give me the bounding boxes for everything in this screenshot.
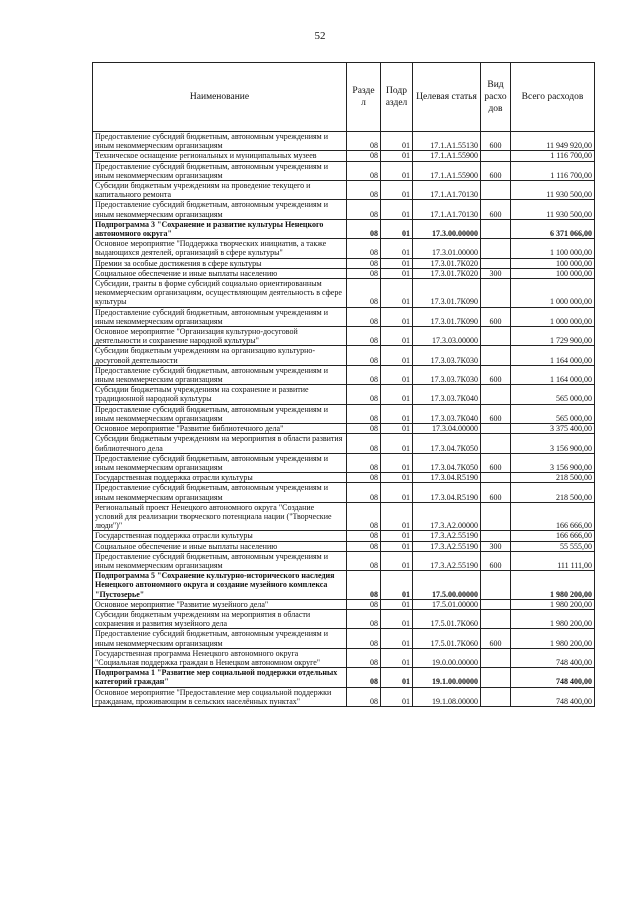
row-target-article: 17.1.A1.55130 bbox=[413, 132, 481, 151]
row-podrazdel: 01 bbox=[381, 307, 413, 326]
row-name: Субсидии бюджетным учреждениям на мероприятия в области сохранения и развития музейного дела bbox=[93, 609, 347, 628]
row-name: Предоставление субсидий бюджетным, автономным учреждениям и иным некоммерческим организациям bbox=[93, 404, 347, 423]
table-row bbox=[93, 483, 595, 502]
row-podrazdel: 01 bbox=[381, 551, 413, 570]
row-expense-type bbox=[481, 609, 511, 628]
row-razdel: 08 bbox=[347, 541, 381, 551]
row-target-article: 17.3.A2.00000 bbox=[413, 502, 481, 531]
row-razdel: 08 bbox=[347, 200, 381, 219]
row-expense-type: 600 bbox=[481, 483, 511, 502]
table-row bbox=[93, 239, 595, 258]
row-podrazdel: 01 bbox=[381, 327, 413, 346]
row-name: Субсидии бюджетным учреждениям на мероприятия в области развития библиотечного дела bbox=[93, 434, 347, 453]
table-row bbox=[93, 385, 595, 404]
row-target-article: 17.3.01.7К020 bbox=[413, 258, 481, 268]
table-row bbox=[93, 132, 595, 151]
row-podrazdel: 01 bbox=[381, 502, 413, 531]
row-expense-type bbox=[481, 151, 511, 161]
row-razdel: 08 bbox=[347, 327, 381, 346]
row-total: 1 000 000,00 bbox=[511, 307, 595, 326]
row-name: Подпрограмма 5 "Сохранение культурно-исторического наследия Ненецкого автономного округа и создание музейного комплекса "Пустозерье" bbox=[93, 571, 347, 600]
table-row bbox=[93, 453, 595, 472]
row-expense-type bbox=[481, 687, 511, 706]
row-total: 748 400,00 bbox=[511, 648, 595, 667]
row-name: Основное мероприятие "Поддержка творческих инициатив, а также выдающихся деятелей, организаций в сфере культуры" bbox=[93, 239, 347, 258]
row-target-article: 17.3.04.7К050 bbox=[413, 453, 481, 472]
table-row bbox=[93, 219, 595, 238]
row-name: Предоставление субсидий бюджетным, автономным учреждениям и иным некоммерческим организациям bbox=[93, 132, 347, 151]
row-name: Основное мероприятие "Предоставление мер социальной поддержки гражданам, проживающим в сельских населённых пунктах" bbox=[93, 687, 347, 706]
row-expense-type: 600 bbox=[481, 200, 511, 219]
row-name: Предоставление субсидий бюджетным, автономным учреждениям и иным некоммерческим организациям bbox=[93, 551, 347, 570]
row-total: 3 156 900,00 bbox=[511, 453, 595, 472]
row-total: 748 400,00 bbox=[511, 687, 595, 706]
row-total: 1 000 000,00 bbox=[511, 279, 595, 308]
row-podrazdel: 01 bbox=[381, 161, 413, 180]
row-name: Субсидии, гранты в форме субсидий социально ориентированным некоммерческим организациям, осуществляющим деятельность в сфере культуры bbox=[93, 279, 347, 308]
row-podrazdel: 01 bbox=[381, 346, 413, 365]
row-expense-type: 600 bbox=[481, 629, 511, 648]
row-podrazdel: 01 bbox=[381, 531, 413, 541]
row-razdel: 08 bbox=[347, 132, 381, 151]
row-total: 55 555,00 bbox=[511, 541, 595, 551]
row-podrazdel: 01 bbox=[381, 132, 413, 151]
table-row bbox=[93, 599, 595, 609]
row-name: Основное мероприятие "Организация культурно-досуговой деятельности и сохранение народной культуры" bbox=[93, 327, 347, 346]
row-name: Субсидии бюджетным учреждениям на проведение текущего и капитального ремонта bbox=[93, 181, 347, 200]
row-expense-type bbox=[481, 502, 511, 531]
row-expense-type bbox=[481, 279, 511, 308]
table-row bbox=[93, 502, 595, 531]
row-target-article: 17.3.03.7К030 bbox=[413, 346, 481, 365]
row-podrazdel: 01 bbox=[381, 200, 413, 219]
row-target-article: 17.3.04.R5190 bbox=[413, 483, 481, 502]
header-razdel: Разде л bbox=[347, 63, 381, 132]
row-expense-type bbox=[481, 219, 511, 238]
row-podrazdel: 01 bbox=[381, 181, 413, 200]
row-name: Государственная программа Ненецкого автономного округа "Социальная поддержка граждан в Ненецком автономном округе" bbox=[93, 648, 347, 667]
row-total: 1 164 000,00 bbox=[511, 346, 595, 365]
row-podrazdel: 01 bbox=[381, 687, 413, 706]
row-target-article: 17.1.A1.70130 bbox=[413, 200, 481, 219]
row-expense-type bbox=[481, 571, 511, 600]
row-target-article: 17.5.01.7К060 bbox=[413, 609, 481, 628]
row-expense-type bbox=[481, 385, 511, 404]
row-razdel: 08 bbox=[347, 502, 381, 531]
row-expense-type: 600 bbox=[481, 404, 511, 423]
row-total: 100 000,00 bbox=[511, 268, 595, 278]
row-target-article: 19.1.08.00000 bbox=[413, 687, 481, 706]
row-razdel: 08 bbox=[347, 307, 381, 326]
table-row bbox=[93, 668, 595, 687]
row-razdel: 08 bbox=[347, 151, 381, 161]
row-target-article: 17.3.A2.55190 bbox=[413, 551, 481, 570]
row-podrazdel: 01 bbox=[381, 453, 413, 472]
row-razdel: 08 bbox=[347, 599, 381, 609]
row-podrazdel: 01 bbox=[381, 648, 413, 667]
row-razdel: 08 bbox=[347, 181, 381, 200]
table-row bbox=[93, 161, 595, 180]
row-target-article: 17.1.A1.55900 bbox=[413, 161, 481, 180]
row-expense-type bbox=[481, 346, 511, 365]
row-expense-type bbox=[481, 181, 511, 200]
row-name: Предоставление субсидий бюджетным, автономным учреждениям и иным некоммерческим организациям bbox=[93, 200, 347, 219]
row-total: 3 156 900,00 bbox=[511, 434, 595, 453]
row-podrazdel: 01 bbox=[381, 365, 413, 384]
row-podrazdel: 01 bbox=[381, 239, 413, 258]
row-razdel: 08 bbox=[347, 453, 381, 472]
header-expense-type: Вид расхо дов bbox=[481, 63, 511, 132]
row-podrazdel: 01 bbox=[381, 268, 413, 278]
row-name: Подпрограмма 1 "Развитие мер социальной поддержки отдельных категорий граждан" bbox=[93, 668, 347, 687]
row-podrazdel: 01 bbox=[381, 151, 413, 161]
header-target-article: Целевая статья bbox=[413, 63, 481, 132]
table-row bbox=[93, 404, 595, 423]
table-row bbox=[93, 531, 595, 541]
row-podrazdel: 01 bbox=[381, 483, 413, 502]
row-name: Техническое оснащение региональных и муниципальных музеев bbox=[93, 151, 347, 161]
row-podrazdel: 01 bbox=[381, 629, 413, 648]
row-name: Предоставление субсидий бюджетным, автономным учреждениям и иным некоммерческим организациям bbox=[93, 307, 347, 326]
row-expense-type: 300 bbox=[481, 541, 511, 551]
row-total: 218 500,00 bbox=[511, 483, 595, 502]
row-total: 1 980 200,00 bbox=[511, 609, 595, 628]
row-razdel: 08 bbox=[347, 258, 381, 268]
row-total: 1 116 700,00 bbox=[511, 161, 595, 180]
row-target-article: 17.3.03.7К040 bbox=[413, 385, 481, 404]
row-podrazdel: 01 bbox=[381, 424, 413, 434]
table-row bbox=[93, 200, 595, 219]
table-row bbox=[93, 541, 595, 551]
row-name: Предоставление субсидий бюджетным, автономным учреждениям и иным некоммерческим организациям bbox=[93, 453, 347, 472]
row-razdel: 08 bbox=[347, 434, 381, 453]
table-row bbox=[93, 629, 595, 648]
row-total: 218 500,00 bbox=[511, 473, 595, 483]
page-number: 52 bbox=[314, 30, 326, 42]
row-total: 565 000,00 bbox=[511, 385, 595, 404]
row-expense-type bbox=[481, 434, 511, 453]
row-expense-type bbox=[481, 531, 511, 541]
budget-table bbox=[92, 62, 595, 707]
row-target-article: 17.1.A1.55900 bbox=[413, 151, 481, 161]
row-target-article: 17.5.01.7К060 bbox=[413, 629, 481, 648]
row-podrazdel: 01 bbox=[381, 434, 413, 453]
table-row bbox=[93, 307, 595, 326]
header-name: Наименование bbox=[93, 63, 347, 132]
row-total: 1 729 900,00 bbox=[511, 327, 595, 346]
row-expense-type bbox=[481, 648, 511, 667]
row-razdel: 08 bbox=[347, 531, 381, 541]
row-podrazdel: 01 bbox=[381, 571, 413, 600]
row-expense-type bbox=[481, 258, 511, 268]
row-expense-type bbox=[481, 473, 511, 483]
row-razdel: 08 bbox=[347, 404, 381, 423]
row-razdel: 08 bbox=[347, 268, 381, 278]
row-total: 1 980 200,00 bbox=[511, 571, 595, 600]
row-razdel: 08 bbox=[347, 473, 381, 483]
row-podrazdel: 01 bbox=[381, 219, 413, 238]
row-razdel: 08 bbox=[347, 424, 381, 434]
row-target-article: 17.3.01.00000 bbox=[413, 239, 481, 258]
row-razdel: 08 bbox=[347, 346, 381, 365]
row-expense-type: 600 bbox=[481, 307, 511, 326]
row-target-article: 19.1.00.00000 bbox=[413, 668, 481, 687]
row-total: 11 930 500,00 bbox=[511, 200, 595, 219]
row-total: 1 164 000,00 bbox=[511, 365, 595, 384]
row-total: 1 980 200,00 bbox=[511, 599, 595, 609]
table-row bbox=[93, 279, 595, 308]
table-row bbox=[93, 648, 595, 667]
header-podrazdel: Подр аздел bbox=[381, 63, 413, 132]
header-row bbox=[93, 63, 595, 132]
row-expense-type bbox=[481, 239, 511, 258]
row-target-article: 17.3.A2.55190 bbox=[413, 541, 481, 551]
row-podrazdel: 01 bbox=[381, 258, 413, 268]
row-name: Предоставление субсидий бюджетным, автономным учреждениям и иным некоммерческим организациям bbox=[93, 629, 347, 648]
row-razdel: 08 bbox=[347, 629, 381, 648]
row-podrazdel: 01 bbox=[381, 473, 413, 483]
table-row bbox=[93, 151, 595, 161]
row-name: Социальное обеспечение и иные выплаты населению bbox=[93, 268, 347, 278]
row-podrazdel: 01 bbox=[381, 385, 413, 404]
row-razdel: 08 bbox=[347, 219, 381, 238]
row-razdel: 08 bbox=[347, 279, 381, 308]
row-target-article: 17.3.01.7К090 bbox=[413, 279, 481, 308]
row-name: Подпрограмма 3 "Сохранение и развитие культуры Ненецкого автономного округа" bbox=[93, 219, 347, 238]
row-total: 1 980 200,00 bbox=[511, 629, 595, 648]
table-row bbox=[93, 687, 595, 706]
row-podrazdel: 01 bbox=[381, 279, 413, 308]
row-target-article: 17.3.03.7К040 bbox=[413, 404, 481, 423]
row-total: 11 949 920,00 bbox=[511, 132, 595, 151]
table-row bbox=[93, 473, 595, 483]
row-razdel: 08 bbox=[347, 385, 381, 404]
row-expense-type: 600 bbox=[481, 161, 511, 180]
row-target-article: 17.3.00.00000 bbox=[413, 219, 481, 238]
row-target-article: 17.3.04.00000 bbox=[413, 424, 481, 434]
row-target-article: 17.1.A1.70130 bbox=[413, 181, 481, 200]
table-row bbox=[93, 571, 595, 600]
table-row bbox=[93, 258, 595, 268]
row-expense-type bbox=[481, 668, 511, 687]
row-expense-type: 600 bbox=[481, 365, 511, 384]
row-name: Субсидии бюджетным учреждениям на организацию культурно-досуговой деятельности bbox=[93, 346, 347, 365]
row-razdel: 08 bbox=[347, 239, 381, 258]
table-row bbox=[93, 551, 595, 570]
header-total: Всего расходов bbox=[511, 63, 595, 132]
row-razdel: 08 bbox=[347, 609, 381, 628]
row-razdel: 08 bbox=[347, 668, 381, 687]
row-target-article: 17.3.04.7К050 bbox=[413, 434, 481, 453]
row-total: 100 000,00 bbox=[511, 258, 595, 268]
table-row bbox=[93, 346, 595, 365]
row-total: 166 666,00 bbox=[511, 531, 595, 541]
row-total: 111 111,00 bbox=[511, 551, 595, 570]
row-target-article: 17.3.03.00000 bbox=[413, 327, 481, 346]
row-expense-type bbox=[481, 327, 511, 346]
row-total: 565 000,00 bbox=[511, 404, 595, 423]
table-row bbox=[93, 434, 595, 453]
row-podrazdel: 01 bbox=[381, 541, 413, 551]
row-expense-type bbox=[481, 599, 511, 609]
table-row bbox=[93, 609, 595, 628]
row-name: Региональный проект Ненецкого автономного округа "Создание условий для реализации творческого потенциала нации ("Творческие люди")" bbox=[93, 502, 347, 531]
row-razdel: 08 bbox=[347, 551, 381, 570]
row-name: Социальное обеспечение и иные выплаты населению bbox=[93, 541, 347, 551]
row-razdel: 08 bbox=[347, 571, 381, 600]
row-razdel: 08 bbox=[347, 365, 381, 384]
row-name: Государственная поддержка отрасли культуры bbox=[93, 473, 347, 483]
row-name: Основное мероприятие "Развитие музейного дела" bbox=[93, 599, 347, 609]
row-expense-type: 600 bbox=[481, 453, 511, 472]
table-row bbox=[93, 268, 595, 278]
row-total: 166 666,00 bbox=[511, 502, 595, 531]
row-target-article: 17.3.01.7К090 bbox=[413, 307, 481, 326]
row-total: 6 371 066,00 bbox=[511, 219, 595, 238]
row-target-article: 17.3.A2.55190 bbox=[413, 531, 481, 541]
row-expense-type: 300 bbox=[481, 268, 511, 278]
row-total: 3 375 400,00 bbox=[511, 424, 595, 434]
row-expense-type: 600 bbox=[481, 132, 511, 151]
row-target-article: 17.5.00.00000 bbox=[413, 571, 481, 600]
row-total: 1 100 000,00 bbox=[511, 239, 595, 258]
table-row bbox=[93, 181, 595, 200]
table-row bbox=[93, 365, 595, 384]
row-target-article: 19.0.00.00000 bbox=[413, 648, 481, 667]
row-name: Основное мероприятие "Развитие библиотечного дела" bbox=[93, 424, 347, 434]
row-total: 748 400,00 bbox=[511, 668, 595, 687]
row-razdel: 08 bbox=[347, 161, 381, 180]
row-razdel: 08 bbox=[347, 687, 381, 706]
row-name: Государственная поддержка отрасли культуры bbox=[93, 531, 347, 541]
row-name: Предоставление субсидий бюджетным, автономным учреждениям и иным некоммерческим организациям bbox=[93, 161, 347, 180]
row-podrazdel: 01 bbox=[381, 609, 413, 628]
row-total: 1 116 700,00 bbox=[511, 151, 595, 161]
row-name: Субсидии бюджетным учреждениям на сохранение и развитие традиционной народной культуры bbox=[93, 385, 347, 404]
row-target-article: 17.3.03.7К030 bbox=[413, 365, 481, 384]
row-razdel: 08 bbox=[347, 648, 381, 667]
row-podrazdel: 01 bbox=[381, 668, 413, 687]
row-target-article: 17.3.04.R5190 bbox=[413, 473, 481, 483]
row-target-article: 17.3.01.7К020 bbox=[413, 268, 481, 278]
row-name: Премии за особые достижения в сфере культуры bbox=[93, 258, 347, 268]
row-target-article: 17.5.01.00000 bbox=[413, 599, 481, 609]
row-name: Предоставление субсидий бюджетным, автономным учреждениям и иным некоммерческим организациям bbox=[93, 365, 347, 384]
row-name: Предоставление субсидий бюджетным, автономным учреждениям и иным некоммерческим организациям bbox=[93, 483, 347, 502]
table-row bbox=[93, 327, 595, 346]
row-expense-type: 600 bbox=[481, 551, 511, 570]
row-expense-type bbox=[481, 424, 511, 434]
row-podrazdel: 01 bbox=[381, 404, 413, 423]
row-podrazdel: 01 bbox=[381, 599, 413, 609]
table-row bbox=[93, 424, 595, 434]
row-razdel: 08 bbox=[347, 483, 381, 502]
row-total: 11 930 500,00 bbox=[511, 181, 595, 200]
